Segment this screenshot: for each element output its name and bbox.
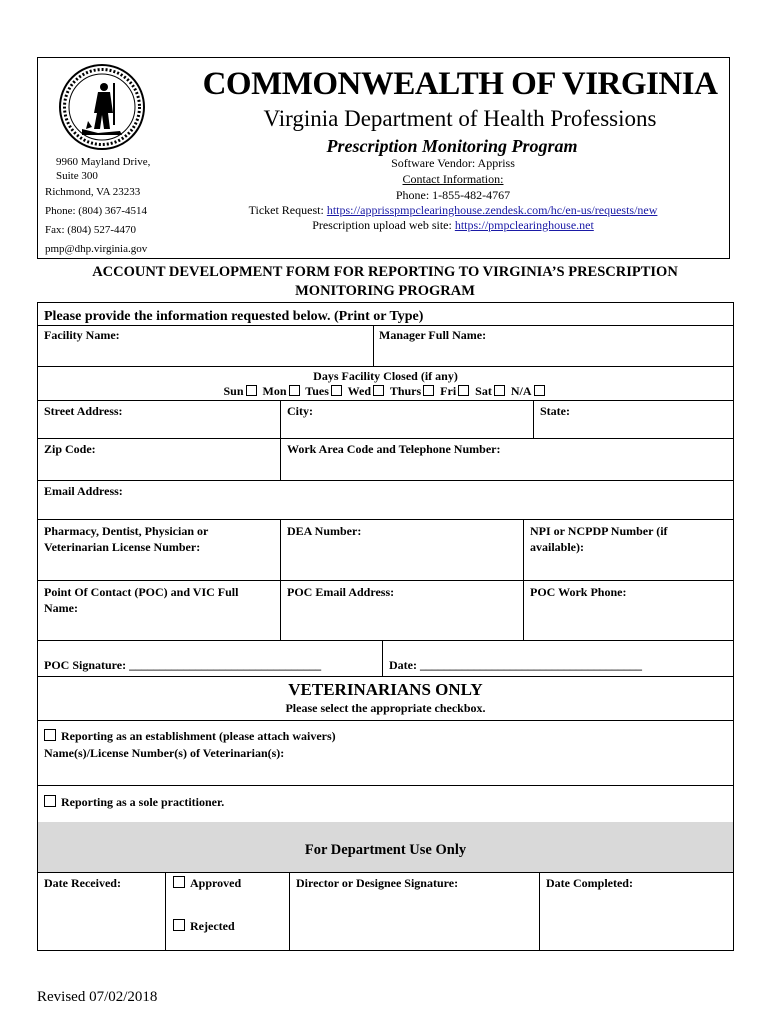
- day-sun: Sun: [223, 384, 244, 398]
- work-phone-field[interactable]: Work Area Code and Telephone Number:: [287, 442, 501, 456]
- manager-name-field[interactable]: Manager Full Name:: [379, 328, 487, 342]
- poc-email-field[interactable]: POC Email Address:: [287, 585, 395, 599]
- contact-info-label: Contact Information:: [402, 172, 504, 186]
- address-email: pmp@dhp.virginia.gov: [45, 243, 148, 255]
- state-field[interactable]: State:: [540, 404, 570, 418]
- poc-phone-field[interactable]: POC Work Phone:: [530, 585, 627, 599]
- form-title-line1: ACCOUNT DEVELOPMENT FORM FOR REPORTING TO VIRGINIA’S PRESCRIPTION: [92, 264, 678, 280]
- day-tues: Tues: [305, 384, 329, 398]
- facility-name-field[interactable]: Facility Name:: [44, 328, 120, 342]
- checkbox-icon[interactable]: [173, 876, 185, 888]
- checkbox-icon[interactable]: [44, 795, 56, 807]
- poc-label-line2: Name:: [44, 601, 78, 615]
- checkbox-icon[interactable]: [534, 385, 545, 396]
- checkbox-icon[interactable]: [423, 385, 434, 396]
- checkbox-icon[interactable]: [44, 729, 56, 741]
- address-city: Richmond, VA 23233: [45, 186, 141, 198]
- rejected-label: Rejected: [190, 919, 235, 933]
- director-signature-field[interactable]: Director or Designee Signature:: [296, 876, 459, 890]
- checkbox-icon[interactable]: [331, 385, 342, 396]
- npi-number-field[interactable]: [530, 523, 668, 555]
- day-sat: Sat: [475, 384, 492, 398]
- vendor-phone: Phone: 1-855-482-4767: [395, 188, 511, 202]
- department-name: Virginia Department of Health Professions: [263, 106, 657, 131]
- veterinarians-heading: VETERINARIANS ONLY: [288, 680, 483, 699]
- approved-option[interactable]: [173, 875, 241, 891]
- date-field[interactable]: Date: _____________________________________: [389, 658, 642, 672]
- checkbox-icon[interactable]: [289, 385, 300, 396]
- street-address-field[interactable]: Street Address:: [44, 404, 123, 418]
- ticket-request-link[interactable]: https://apprisspmpclearinghouse.zendesk.com/hc/en-us/requests/new: [326, 203, 658, 217]
- veterinarian-names-field[interactable]: Name(s)/License Number(s) of Veterinarian(s):: [44, 746, 285, 760]
- license-number-field[interactable]: [44, 523, 208, 555]
- zip-code-field[interactable]: Zip Code:: [44, 442, 96, 456]
- form-instructions: Please provide the information requested below. (Print or Type): [44, 309, 424, 324]
- establishment-option[interactable]: [44, 728, 336, 744]
- checkbox-icon[interactable]: [373, 385, 384, 396]
- ticket-request: [200, 202, 706, 218]
- state-title: COMMONWEALTH OF VIRGINIA: [202, 66, 718, 102]
- upload-site-label: Prescription upload web site:: [312, 218, 455, 232]
- veterinarians-subheading: Please select the appropriate checkbox.: [285, 701, 486, 715]
- day-wed: Wed: [347, 384, 372, 398]
- sole-practitioner-label: Reporting as a sole practitioner.: [61, 795, 225, 809]
- upload-site-link[interactable]: https://pmpclearinghouse.net: [454, 218, 594, 232]
- poc-label-line1: Point Of Contact (POC) and VIC Full: [44, 585, 239, 599]
- checkbox-icon[interactable]: [173, 919, 185, 931]
- program-name: Prescription Monitoring Program: [326, 136, 578, 156]
- day-thurs: Thurs: [389, 384, 422, 398]
- city-field[interactable]: City:: [287, 404, 313, 418]
- date-received-field[interactable]: Date Received:: [44, 876, 121, 890]
- checkbox-icon[interactable]: [458, 385, 469, 396]
- virginia-seal-icon: [58, 63, 146, 151]
- address-phone: Phone: (804) 367-4514: [45, 205, 148, 217]
- checkbox-icon[interactable]: [246, 385, 257, 396]
- rejected-option[interactable]: [173, 918, 235, 934]
- day-na: N/A: [510, 384, 532, 398]
- dea-number-field[interactable]: DEA Number:: [287, 524, 362, 538]
- revised-date: Revised 07/02/2018: [37, 989, 158, 1005]
- license-label-line1: Pharmacy, Dentist, Physician or: [44, 524, 209, 538]
- date-completed-field[interactable]: Date Completed:: [546, 876, 633, 890]
- ticket-request-label: Ticket Request:: [248, 203, 327, 217]
- form-title-line2: MONITORING PROGRAM: [295, 283, 475, 299]
- checkbox-icon[interactable]: [494, 385, 505, 396]
- upload-site: [230, 217, 676, 233]
- npi-label-line2: available):: [530, 540, 584, 554]
- poc-name-field[interactable]: [44, 584, 238, 616]
- software-vendor: Software Vendor: Appriss: [391, 156, 515, 170]
- sole-practitioner-option[interactable]: [44, 794, 224, 810]
- address-line1: 9960 Mayland Drive,: [56, 156, 151, 168]
- license-label-line2: Veterinarian License Number:: [44, 540, 201, 554]
- day-fri: Fri: [440, 384, 457, 398]
- address-fax: Fax: (804) 527-4470: [45, 224, 137, 236]
- establishment-label: Reporting as an establishment (please attach waivers): [61, 729, 336, 743]
- days-closed-options: [38, 383, 733, 399]
- npi-label-line1: NPI or NCPDP Number (if: [530, 524, 668, 538]
- days-closed-label: Days Facility Closed (if any): [313, 369, 458, 383]
- approved-label: Approved: [190, 876, 242, 890]
- day-mon: Mon: [262, 384, 287, 398]
- department-use-heading: For Department Use Only: [304, 842, 467, 858]
- address-line2: Suite 300: [56, 170, 98, 182]
- poc-signature-field[interactable]: POC Signature: ________________________________: [44, 658, 322, 672]
- email-address-field[interactable]: Email Address:: [44, 484, 123, 498]
